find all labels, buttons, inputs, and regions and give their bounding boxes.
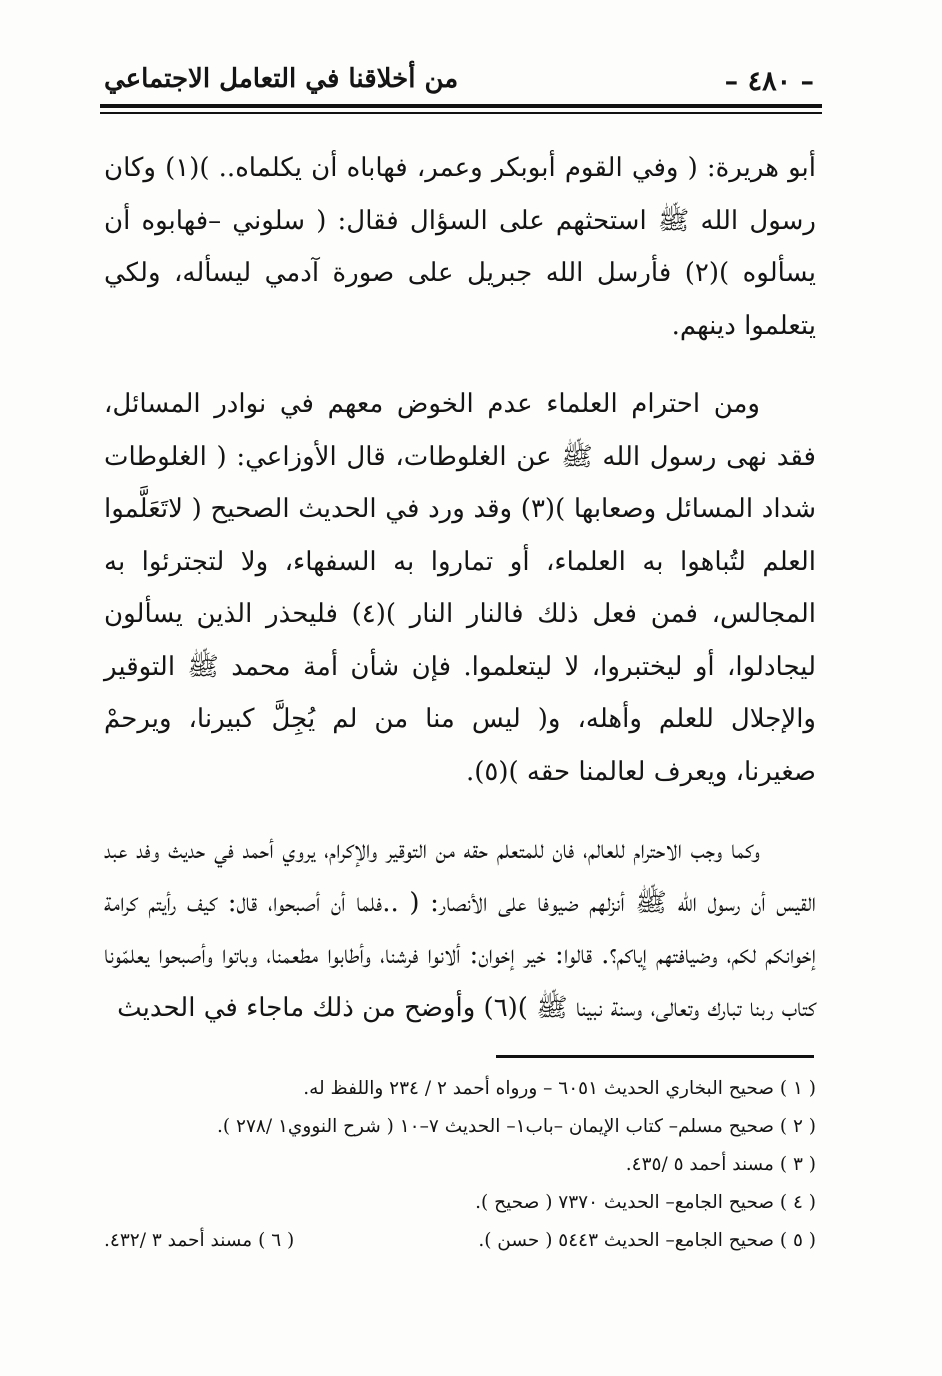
footnote-6: ( ٦ ) مسند أحمد ٣ /٤٣٢. (104, 1230, 295, 1251)
paragraph-1: أبو هريرة: ( وفي القوم أبوبكر وعمر، فهاباه أن يكلماه.. )(١) وكان رسول الله ﷺ استحثهم على السؤال فقال: ( سلوني –فهابوه أن يسألوه )(٢) فأرسل الله جبريل على صورة آدمي ليسأله، ولكي يتعلموا دينهم. (104, 153, 817, 341)
footnote-row (104, 1222, 816, 1260)
page-number: – ٤٨٠ – (724, 66, 814, 97)
footnote-2: ( ٢ ) صحيح مسلم– كتاب الإيمان –باب١– الحديث ٧–١٠ ( شرح النووي١ /٢٧٨ ). (217, 1116, 816, 1137)
footnote-separator (496, 1055, 814, 1058)
header-rule-thick (100, 104, 822, 108)
paragraph-2: ومن احترام العلماء عدم الخوض معهم في نوادر المسائل، فقد نهى رسول الله ﷺ عن الغلوطات، قال الأوزاعي: ( الغلوطات شداد المسائل وصعابها )(٣) وقد ورد في الحديث الصحيح ( لاتَعَلَّموا العلم لتُباهوا به العلماء، أو تماروا به السفهاء، ولا لتجترئوا به المجالس، فمن فعل ذلك فالنار النار )(٤) فليحذر الذين يسألون ليجادلوا، أو ليختبروا، لا ليتعلموا. فإن شأن أمة محمد ﷺ التوقير والإجلال للعلم وأهله، و( ليس منا من لم يُجِلَّ كبيرنا، ويرحمْ صغيرنا، ويعرف لعالمنا حقه )(٥). (104, 389, 816, 787)
footnotes (104, 1070, 816, 1260)
footnote-3: ( ٣ ) مسند أحمد ٥ /٤٣٥. (625, 1154, 816, 1175)
footnote-1: ( ١ ) صحيح البخاري الحديث ٦٠٥١ – ورواه أحمد ٢ / ٢٣٤ واللفظ له. (303, 1078, 816, 1099)
footnote-5: ( ٥ ) صحيح الجامع– الحديث ٥٤٤٣ ( حسن ). (478, 1230, 816, 1251)
paragraph-3: وكما وجب الاحترام للعالم، فان للمتعلم حقه من التوقير والإكرام، يروي أحمد في حديث وفد عبد القيس أن رسول الله ﷺ أنزلهم ضيوفا على الأنصار: ( ..فلما أن أصبحوا، قال: كيف رأيتم كرامة إخوانكم لكم، وضيافتهم إياكم؟. قالوا: خير إخوان: ألانوا فرشنا، وأطابوا مطعمنا، وباتوا وأصبحوا يعلمّونا كتاب ربنا تبارك وتعالى، وسنة نبينا ﷺ )(٦) وأوضح من ذلك ماجاء في الحديث (104, 835, 816, 1023)
footnote-4: ( ٤ ) صحيح الجامع– الحديث ٧٣٧٠ ( صحيح ). (475, 1192, 816, 1213)
header-rule-thin (100, 112, 822, 114)
main-text (104, 142, 816, 1034)
page-header (100, 58, 820, 104)
running-title: من أخلاقنا في التعامل الاجتماعي (104, 64, 459, 94)
